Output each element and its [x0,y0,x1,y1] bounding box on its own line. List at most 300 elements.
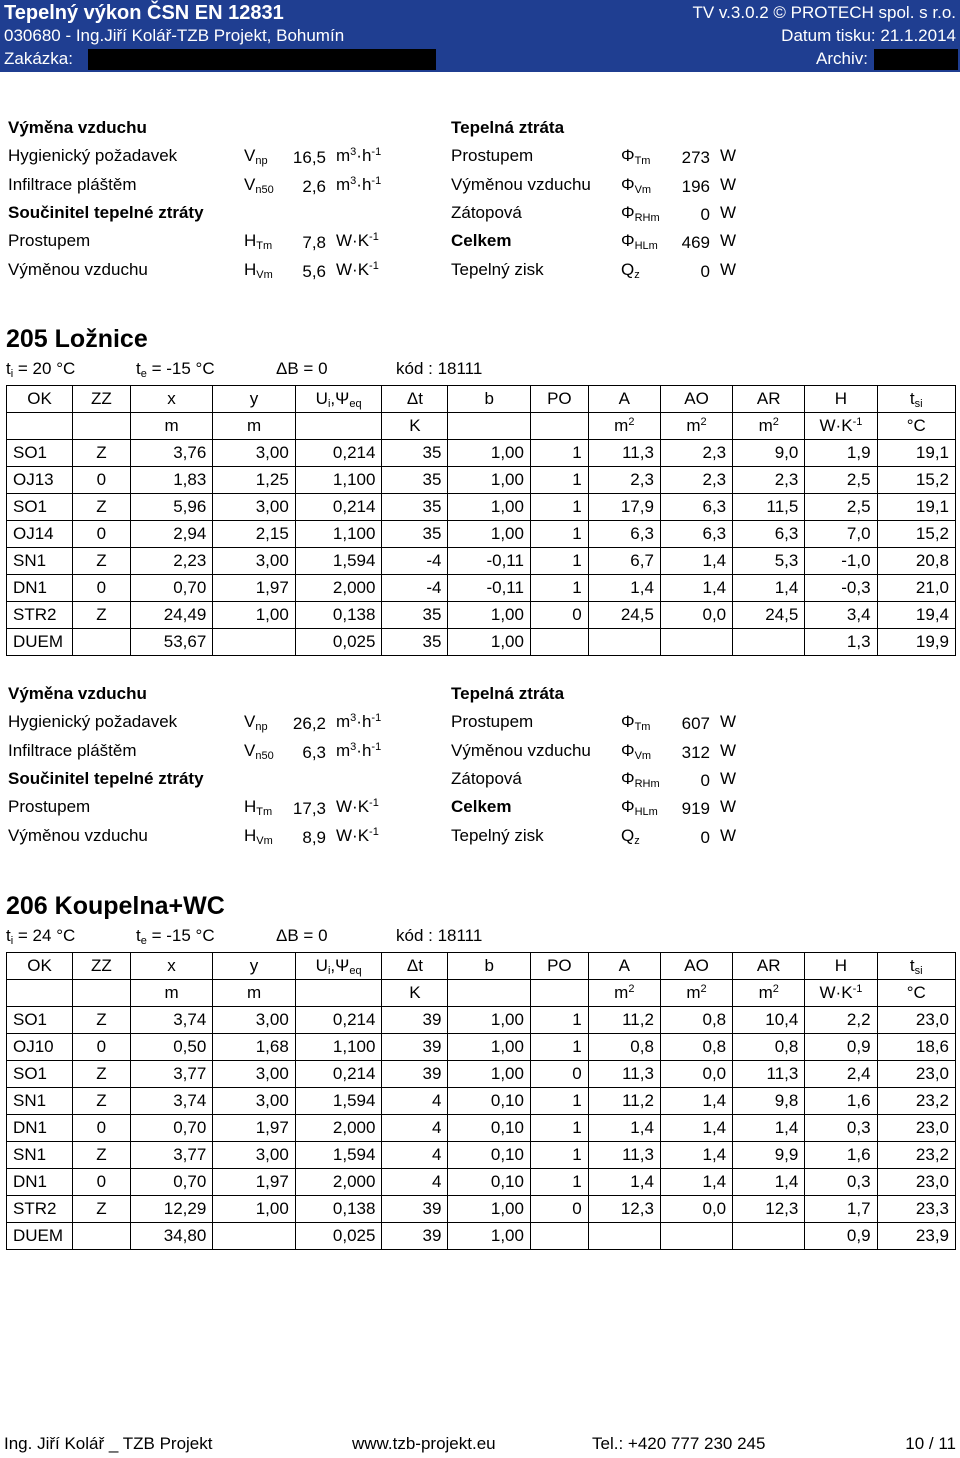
table-cell: 39 [382,1223,448,1250]
col-x: x [130,386,213,413]
table-cell: 3,00 [213,548,296,575]
table-cell: 23,2 [877,1088,955,1115]
table-cell [660,629,732,656]
table-cell: 2,000 [295,575,382,602]
table-cell: 1 [530,1088,588,1115]
table-cell: 10,4 [733,1007,805,1034]
table-cell: 3,00 [213,494,296,521]
table-cell: 1,6 [805,1088,877,1115]
table-cell: 23,0 [877,1169,955,1196]
table-cell: 1,100 [295,521,382,548]
table-cell: 0,8 [660,1007,732,1034]
ztrata-symbol: $\Phi_{RHm}$ [621,769,660,790]
table-cell: Z [73,1007,131,1034]
table-cell: 1,4 [733,575,805,602]
table-cell: 1 [530,548,588,575]
vz-symbol: $V_{np}$ [244,712,268,733]
unit-x: m [130,413,213,440]
table-cell: 0,3 [805,1115,877,1142]
table-cell: 2,23 [130,548,213,575]
vz-value: 16,5 [292,148,326,167]
vz-symbol: $H_{Vm}$ [244,826,273,847]
col-ok: OK [7,953,73,980]
table-cell: 12,29 [130,1196,213,1223]
table-cell: 1 [530,1142,588,1169]
table-cell: 0 [73,467,131,494]
table-cell: 1,594 [295,1088,382,1115]
table-cell: 2,5 [805,494,877,521]
table-cell: 1,4 [733,1169,805,1196]
ztrata-value: 607 [681,714,710,733]
table-cell: 1,4 [588,1115,660,1142]
table-cell: 1 [530,440,588,467]
room-206-db: ΔB = 0 [276,926,328,945]
table-cell: 23,0 [877,1061,955,1088]
table-cell: 5,3 [733,548,805,575]
table-header-row [7,386,956,413]
room-206-kod: kód : 18111 [396,926,483,945]
table-cell: 17,9 [588,494,660,521]
table-cell: 1,4 [733,1115,805,1142]
ztrata-symbol: $Q_z$ [621,260,640,281]
table-cell: 0,70 [130,1169,213,1196]
print-date: Datum tisku: 21.1.2014 [781,26,956,45]
table-cell: 23,0 [877,1115,955,1142]
ztrata-label: Zátopová [451,203,522,222]
unit-ar: $m^2$ [733,413,805,440]
table-cell: DN1 [7,575,73,602]
table-cell: -1,0 [805,548,877,575]
table-cell: 0 [530,1061,588,1088]
table-cell: 1 [530,521,588,548]
ztrata-label: Zátopová [451,769,522,788]
vz-label: Výměna vzduchu [8,118,147,137]
table-cell: 1,00 [448,521,531,548]
col-h: H [805,953,877,980]
vz-label: Infiltrace pláštěm [8,175,137,194]
table-units-row [7,413,956,440]
table-row [7,629,956,656]
table-cell: 4 [382,1115,448,1142]
table-cell: -0,11 [448,575,531,602]
col-zz: ZZ [73,953,131,980]
table-cell: 1,3 [805,629,877,656]
table-cell: 0,138 [295,602,382,629]
table-cell: SN1 [7,548,73,575]
table-cell: 7,0 [805,521,877,548]
table-cell: 6,3 [660,521,732,548]
table-cell: 6,3 [660,494,732,521]
table-cell: SO1 [7,1061,73,1088]
vz-unit: $W\cdot K^{-1}$ [336,260,379,279]
table-row [7,440,956,467]
table-cell: 1,00 [448,1196,531,1223]
software-version: TV v.3.0.2 © PROTECH spol. s r.o. [692,3,956,22]
table-cell: 9,0 [733,440,805,467]
table-cell: 0 [73,1115,131,1142]
table-row [7,1223,956,1250]
ztrata-label: Výměnou vzduchu [451,175,591,194]
table-cell: 3,00 [213,440,296,467]
table-cell [588,629,660,656]
table-cell: 1,4 [660,1142,732,1169]
table-cell [73,629,131,656]
table-cell [588,1223,660,1250]
table-row [7,467,956,494]
table-cell: DUEM [7,629,73,656]
table-cell: 1,97 [213,575,296,602]
table-cell: 1,00 [448,1223,531,1250]
table-cell: 9,9 [733,1142,805,1169]
table-row [7,1007,956,1034]
table-cell: 0,0 [660,1196,732,1223]
table-cell: 23,2 [877,1142,955,1169]
table-cell: 3,77 [130,1061,213,1088]
vz-value: 2,6 [302,177,326,196]
col-y: y [213,386,296,413]
unit-h: $W\cdot K^{-1}$ [805,980,877,1007]
table-cell: 39 [382,1196,448,1223]
ztrata-symbol: $\Phi_{Tm}$ [621,146,651,167]
table-cell: 12,3 [588,1196,660,1223]
table-cell: 2,4 [805,1061,877,1088]
ztrata-label: Celkem [451,797,512,816]
table-cell: OJ13 [7,467,73,494]
room-205-kod: kód : 18111 [396,359,483,378]
table-cell: 0 [530,602,588,629]
table-cell: -0,3 [805,575,877,602]
table-cell: 1,00 [448,467,531,494]
table-cell: 2,3 [660,440,732,467]
table-cell: 4 [382,1142,448,1169]
table-cell [213,629,296,656]
table-cell: 1,00 [213,1196,296,1223]
table-cell: 1 [530,467,588,494]
table-cell: SO1 [7,440,73,467]
table-cell: 2,000 [295,1115,382,1142]
vz-unit: $m^3\cdot h^{-1}$ [336,146,382,165]
table-cell: 6,3 [588,521,660,548]
vz-value: 5,6 [302,262,326,281]
table-cell: 0,025 [295,1223,382,1250]
col-h: H [805,386,877,413]
table-cell: 1,4 [588,1169,660,1196]
table-cell: 11,2 [588,1007,660,1034]
table-cell: 11,5 [733,494,805,521]
table-header-row [7,953,956,980]
ztrata-unit: W [720,231,737,250]
table-cell: 35 [382,440,448,467]
table-cell: 11,3 [733,1061,805,1088]
company-name: 030680 - Ing.Jiří Kolář-TZB Projekt, Bohumín [4,26,345,45]
table-units-row [7,980,956,1007]
vz-label: Infiltrace pláštěm [8,741,137,760]
table-cell: 2,3 [733,467,805,494]
table-cell: 1,00 [448,440,531,467]
col-ok: OK [7,386,73,413]
table-cell: 3,00 [213,1142,296,1169]
table-cell: 3,77 [130,1142,213,1169]
vz-label: Hygienický požadavek [8,146,178,165]
room-205-ti: $t_i = 20$ °C [6,359,76,380]
archiv-redacted [874,49,958,70]
table-cell: 0,50 [130,1034,213,1061]
table-cell: 24,49 [130,602,213,629]
table-cell: 2,3 [588,467,660,494]
table-cell: 0,214 [295,494,382,521]
vymena-block-prev [8,117,768,281]
vz-unit: $m^3\cdot h^{-1}$ [336,712,382,731]
vz-value: 17,3 [292,799,326,818]
table-cell: 35 [382,602,448,629]
table-cell: SN1 [7,1088,73,1115]
table-cell: 11,3 [588,440,660,467]
table-cell: 1,00 [213,602,296,629]
table-row [7,1034,956,1061]
vz-unit: $W\cdot K^{-1}$ [336,826,379,845]
report-header [0,0,960,72]
table-cell: 0,8 [588,1034,660,1061]
col-ar: AR [733,953,805,980]
table-row [7,1061,956,1088]
table-cell: 35 [382,467,448,494]
ztrata-symbol: $\Phi_{Vm}$ [621,175,652,196]
vz-symbol: $H_{Vm}$ [244,260,273,281]
table-cell: 3,74 [130,1088,213,1115]
table-cell: 9,8 [733,1088,805,1115]
table-cell: 0,8 [660,1034,732,1061]
col-ao: AO [660,386,732,413]
footer-page: 10 / 11 [905,1434,956,1453]
ztrata-value: 196 [681,177,710,196]
table-cell: 19,1 [877,440,955,467]
page-footer [4,1434,956,1456]
unit-a: $m^2$ [588,413,660,440]
table-row [7,1142,956,1169]
table-cell: -0,11 [448,548,531,575]
table-cell: 0,9 [805,1034,877,1061]
vz-unit: $W\cdot K^{-1}$ [336,797,379,816]
table-cell: DUEM [7,1223,73,1250]
table-cell: 1,83 [130,467,213,494]
table-cell: 11,2 [588,1088,660,1115]
table-cell: DN1 [7,1115,73,1142]
table-cell: -4 [382,575,448,602]
table-cell: 39 [382,1007,448,1034]
table-cell: 1,4 [588,575,660,602]
unit-x: m [130,980,213,1007]
table-cell: 0,10 [448,1115,531,1142]
table-cell: 0,70 [130,1115,213,1142]
table-cell: 2,3 [660,467,732,494]
col-b: b [448,386,531,413]
ztrata-unit: W [720,797,737,816]
table-cell: -4 [382,548,448,575]
table-cell: 1,00 [448,629,531,656]
table-cell: 1,100 [295,467,382,494]
table-cell: 2,15 [213,521,296,548]
vz-label: Prostupem [8,797,91,816]
table-cell: 3,00 [213,1061,296,1088]
table-cell: 35 [382,521,448,548]
table-cell: 1,00 [448,602,531,629]
unit-a: $m^2$ [588,980,660,1007]
room-205-db: ΔB = 0 [276,359,328,378]
col-zz: ZZ [73,386,131,413]
table-cell: 3,4 [805,602,877,629]
table-cell: Z [73,494,131,521]
table-cell: 1 [530,1034,588,1061]
room-205-te: $t_e = -15$ °C [136,359,215,380]
table-cell: 1,9 [805,440,877,467]
table-cell: 39 [382,1061,448,1088]
table-cell: Z [73,602,131,629]
table-cell: Z [73,548,131,575]
table-cell: 6,3 [733,521,805,548]
table-cell: 1,4 [660,548,732,575]
table-cell: 4 [382,1088,448,1115]
ztrata-label: Celkem [451,231,512,250]
table-cell: 4 [382,1169,448,1196]
table-cell: 0,10 [448,1169,531,1196]
ztrata-value: 0 [700,771,710,790]
table-cell: 6,7 [588,548,660,575]
table-cell: 0 [73,1034,131,1061]
table-cell: 1,00 [448,494,531,521]
col-po: PO [530,386,588,413]
table-cell: 0,10 [448,1088,531,1115]
table-cell: 1,6 [805,1142,877,1169]
table-cell: 23,3 [877,1196,955,1223]
table-cell: 1,00 [448,1007,531,1034]
ztrata-value: 0 [700,205,710,224]
ztrata-unit: W [720,203,737,222]
table-cell: 1,594 [295,548,382,575]
table-cell: 1,25 [213,467,296,494]
ztrata-symbol: $Q_z$ [621,826,640,847]
table-cell: 11,3 [588,1142,660,1169]
table-cell: 0,70 [130,575,213,602]
table-cell: SO1 [7,1007,73,1034]
table-cell: SN1 [7,1142,73,1169]
table-cell: Z [73,1196,131,1223]
unit-dt: K [382,413,448,440]
table-cell: Z [73,1088,131,1115]
ztrata-unit: W [720,712,737,731]
col-x: x [130,953,213,980]
table-cell: 0,025 [295,629,382,656]
vz-value: 7,8 [302,233,326,252]
unit-y: m [213,413,296,440]
table-cell: 0,138 [295,1196,382,1223]
table-cell: 35 [382,494,448,521]
table-cell [733,1223,805,1250]
table-cell: 0,10 [448,1142,531,1169]
table-cell [530,1223,588,1250]
table-cell: 24,5 [733,602,805,629]
col-po: PO [530,953,588,980]
table-cell: 0 [73,521,131,548]
ztrata-unit: W [720,175,737,194]
unit-tsi: °C [877,980,955,1007]
table-cell: 1 [530,1007,588,1034]
vz-label: Součinitel tepelné ztráty [8,203,204,222]
table-row [7,521,956,548]
table-cell: 1,4 [660,1169,732,1196]
table-cell: 0,214 [295,1061,382,1088]
table-cell: 3,76 [130,440,213,467]
table-cell: 0 [73,575,131,602]
ztrata-label: Prostupem [451,146,534,165]
unit-dt: K [382,980,448,1007]
table-cell: 1 [530,1169,588,1196]
ztrata-value: 469 [681,233,710,252]
table-row [7,575,956,602]
vz-value: 6,3 [302,743,326,762]
table-cell: 21,0 [877,575,955,602]
table-cell: 1 [530,1115,588,1142]
unit-ao: $m^2$ [660,980,732,1007]
ztrata-value: 919 [681,799,710,818]
room-205-info [6,359,606,381]
room-206-te: $t_e = -15$ °C [136,926,215,947]
ztrata-unit: W [720,769,737,788]
table-cell: 1,100 [295,1034,382,1061]
table-cell: 1,4 [660,1088,732,1115]
unit-tsi: °C [877,413,955,440]
table-cell: OJ10 [7,1034,73,1061]
ztrata-unit: W [720,260,737,279]
table-row [7,494,956,521]
table-cell: 15,2 [877,467,955,494]
table-cell: 3,00 [213,1007,296,1034]
table-cell: Z [73,440,131,467]
table-cell: 23,0 [877,1007,955,1034]
table-cell: 0 [73,1169,131,1196]
table-cell: OJ14 [7,521,73,548]
ztrata-label: Prostupem [451,712,534,731]
ztrata-value: 312 [681,743,710,762]
table-cell: 5,96 [130,494,213,521]
vz-label: Prostupem [8,231,91,250]
vz-label: Výměna vzduchu [8,684,147,703]
ztrata-label: Tepelná ztráta [451,684,565,703]
table-cell: 1 [530,494,588,521]
table-row [7,1196,956,1223]
table-cell [733,629,805,656]
col-dt: Δt [382,953,448,980]
table-cell: Z [73,1142,131,1169]
table-cell: SO1 [7,494,73,521]
table-cell: 1,97 [213,1115,296,1142]
vz-symbol: $V_{n50}$ [244,175,274,196]
table-cell: 2,2 [805,1007,877,1034]
col-tsi: $t_{si}$ [877,386,955,413]
table-cell: DN1 [7,1169,73,1196]
unit-ao: $m^2$ [660,413,732,440]
table-cell: 19,4 [877,602,955,629]
col-b: b [448,953,531,980]
ztrata-value: 273 [681,148,710,167]
table-cell: 1,4 [660,1115,732,1142]
table-cell: 2,5 [805,467,877,494]
col-ar: AR [733,386,805,413]
table-cell: 15,2 [877,521,955,548]
col-ao: AO [660,953,732,980]
vz-unit: $m^3\cdot h^{-1}$ [336,741,382,760]
table-cell: 3,74 [130,1007,213,1034]
table-cell [660,1223,732,1250]
